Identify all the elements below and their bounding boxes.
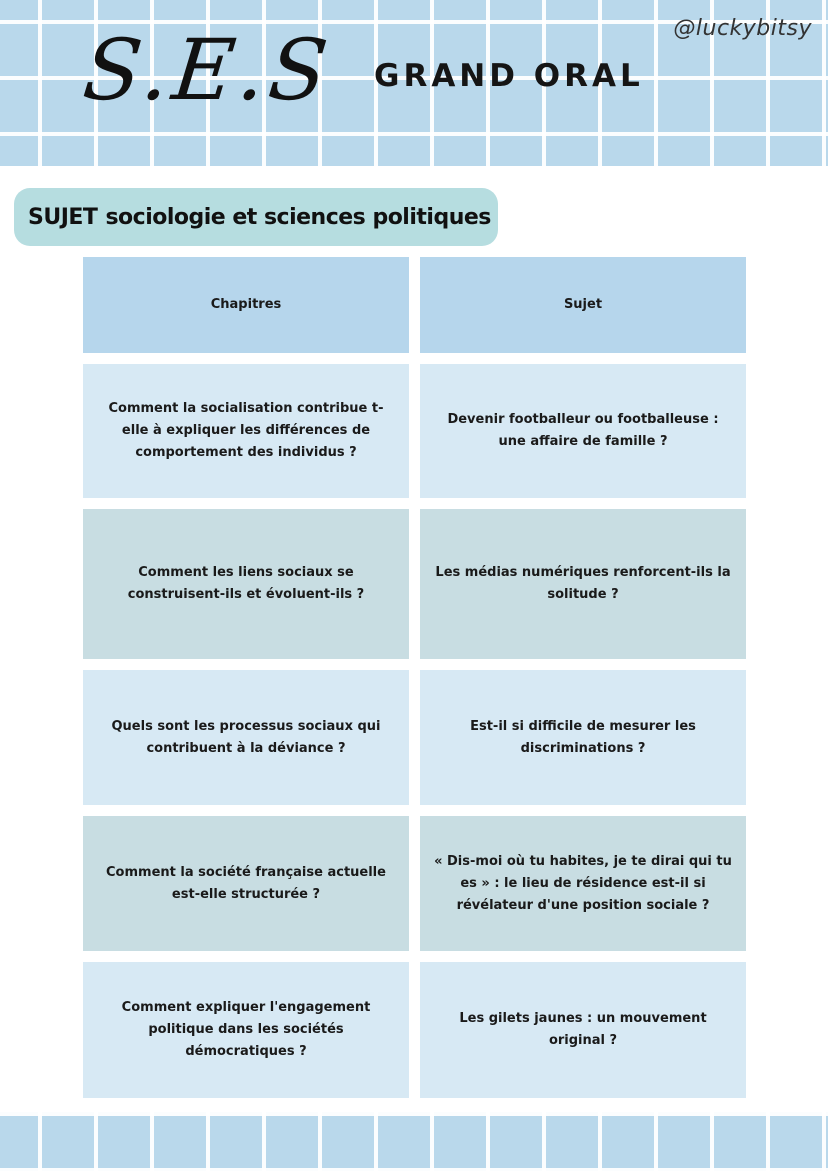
subject-heading-pill xyxy=(14,188,498,246)
subject-cell: Est-il si difficile de mesurer les discriminations ? xyxy=(420,670,746,805)
chapter-cell: Comment la société française actuelle est-elle structurée ? xyxy=(83,816,409,951)
table-row xyxy=(83,364,746,498)
ses-logo-title: S.E.S xyxy=(78,21,336,119)
bottom-grid-banner xyxy=(0,1112,828,1171)
chapter-cell: Comment expliquer l'engagement politique dans les sociétés démocratiques ? xyxy=(83,962,409,1098)
chapter-cell: Comment les liens sociaux se construisent-ils et évoluent-ils ? xyxy=(83,509,409,659)
page-title: GRAND ORAL xyxy=(374,58,644,94)
table-row xyxy=(83,816,746,951)
table-row xyxy=(83,509,746,659)
subject-cell: Devenir footballeur ou footballeuse : une affaire de famille ? xyxy=(420,364,746,498)
column-header-chapitres: Chapitres xyxy=(83,257,409,353)
table-header-row xyxy=(83,257,746,353)
column-header-sujet: Sujet xyxy=(420,257,746,353)
subject-topic: sociologie et sciences politiques xyxy=(105,204,491,230)
table-row xyxy=(83,670,746,805)
chapter-cell: Quels sont les processus sociaux qui contribuent à la déviance ? xyxy=(83,670,409,805)
chapter-cell: Comment la socialisation contribue t-elle à expliquer les différences de comportement des individus ? xyxy=(83,364,409,498)
subjects-table xyxy=(83,257,746,1109)
table-row xyxy=(83,962,746,1098)
subject-cell: « Dis-moi où tu habites, je te dirai qui tu es » : le lieu de résidence est-il si révélateur d'une position sociale ? xyxy=(420,816,746,951)
subject-label: SUJET xyxy=(28,204,98,230)
subject-cell: Les gilets jaunes : un mouvement original ? xyxy=(420,962,746,1098)
subject-cell: Les médias numériques renforcent-ils la solitude ? xyxy=(420,509,746,659)
author-handle: @luckybitsy xyxy=(673,16,812,41)
